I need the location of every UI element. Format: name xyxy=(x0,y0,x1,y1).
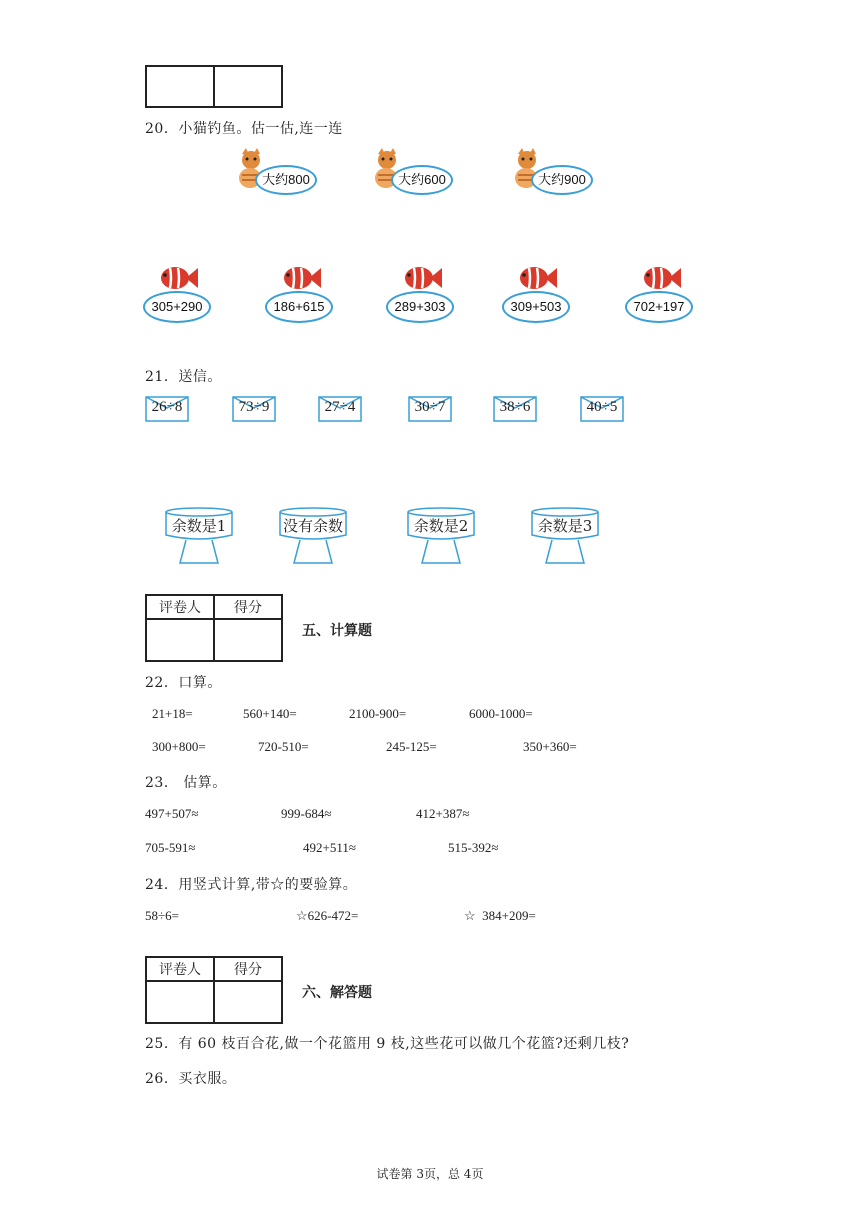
calc-item: 300+800= xyxy=(152,739,206,754)
mailbox-3 xyxy=(404,507,478,565)
reviewer-cell xyxy=(146,619,214,661)
mailbox-label: 余数是1 xyxy=(171,517,227,535)
fish-icon xyxy=(402,262,442,292)
calc-item: 515-392≈ xyxy=(448,840,499,855)
score-cell xyxy=(214,619,282,661)
score-table-section6 xyxy=(145,956,283,1024)
score-header: 得分 xyxy=(214,957,282,981)
calc-item: ☆626-472= xyxy=(296,908,359,923)
calc-item: 58÷6= xyxy=(145,908,179,923)
score-table-top xyxy=(145,65,283,108)
envelope-label: 40÷5 xyxy=(586,399,618,415)
envelope-label: 26÷8 xyxy=(151,399,183,415)
calc-item: 705-591≈ xyxy=(145,840,196,855)
calc-item: 492+511≈ xyxy=(303,840,356,855)
envelope-label: 73÷9 xyxy=(238,399,270,415)
fish-icon xyxy=(158,262,198,292)
envelope-3 xyxy=(318,396,362,422)
fish-icon xyxy=(517,262,557,292)
reviewer-cell xyxy=(146,981,214,1023)
score-table-section5 xyxy=(145,594,283,662)
q24-label: 24．用竖式计算,带☆的要验算。 xyxy=(145,877,358,893)
mailbox-label: 余数是2 xyxy=(413,517,469,535)
score-cell xyxy=(146,66,214,107)
section6-title: 六、解答题 xyxy=(302,985,372,1001)
calc-item: 999-684≈ xyxy=(281,806,332,821)
score-header: 得分 xyxy=(214,595,282,619)
mailbox-label: 没有余数 xyxy=(282,517,343,535)
calc-item: 21+18= xyxy=(152,706,193,721)
calc-item: 2100-900= xyxy=(349,706,407,721)
envelope-5 xyxy=(493,396,537,422)
fish-bubble: 702+197 xyxy=(625,291,693,323)
q25-text: 25．有 60 枝百合花,做一个花篮用 9 枝,这些花可以做几个花篮?还剩几枝? xyxy=(145,1036,630,1052)
q26-text: 26．买衣服。 xyxy=(145,1071,237,1087)
calc-item: 560+140= xyxy=(243,706,297,721)
q20-label: 20．小猫钓鱼。估一估,连一连 xyxy=(145,121,343,137)
calc-item: 245-125= xyxy=(386,739,437,754)
cat-bubble: 大约900 xyxy=(531,165,593,195)
mailbox-label: 余数是3 xyxy=(537,517,593,535)
page-footer: 试卷第 3页，总 4页 xyxy=(376,1167,484,1181)
calc-item: 412+387≈ xyxy=(416,806,470,821)
calc-item: 350+360= xyxy=(523,739,577,754)
score-cell xyxy=(214,66,282,107)
mailbox-2 xyxy=(276,507,350,565)
fish-icon xyxy=(641,262,681,292)
envelope-label: 38÷6 xyxy=(499,399,531,415)
envelope-4 xyxy=(408,396,452,422)
calc-item: 6000-1000= xyxy=(469,706,533,721)
calc-item: 497+507≈ xyxy=(145,806,199,821)
reviewer-header: 评卷人 xyxy=(146,957,214,981)
score-cell xyxy=(214,981,282,1023)
envelope-label: 30÷7 xyxy=(414,399,446,415)
cat-bubble: 大约800 xyxy=(255,165,317,195)
calc-item: 720-510= xyxy=(258,739,309,754)
fish-bubble: 289+303 xyxy=(386,291,454,323)
cat-bubble: 大约600 xyxy=(391,165,453,195)
q23-label: 23． 估算。 xyxy=(145,775,227,791)
section5-title: 五、计算题 xyxy=(302,623,372,639)
envelope-1 xyxy=(145,396,189,422)
envelope-label: 27÷4 xyxy=(324,399,356,415)
q22-label: 22．口算。 xyxy=(145,675,222,691)
calc-item: ☆ 384+209= xyxy=(464,908,536,923)
fish-bubble: 305+290 xyxy=(143,291,211,323)
fish-bubble: 309+503 xyxy=(502,291,570,323)
envelope-2 xyxy=(232,396,276,422)
reviewer-header: 评卷人 xyxy=(146,595,214,619)
envelope-6 xyxy=(580,396,624,422)
q21-label: 21．送信。 xyxy=(145,369,222,385)
fish-bubble: 186+615 xyxy=(265,291,333,323)
mailbox-4 xyxy=(528,507,602,565)
fish-icon xyxy=(281,262,321,292)
mailbox-1 xyxy=(162,507,236,565)
